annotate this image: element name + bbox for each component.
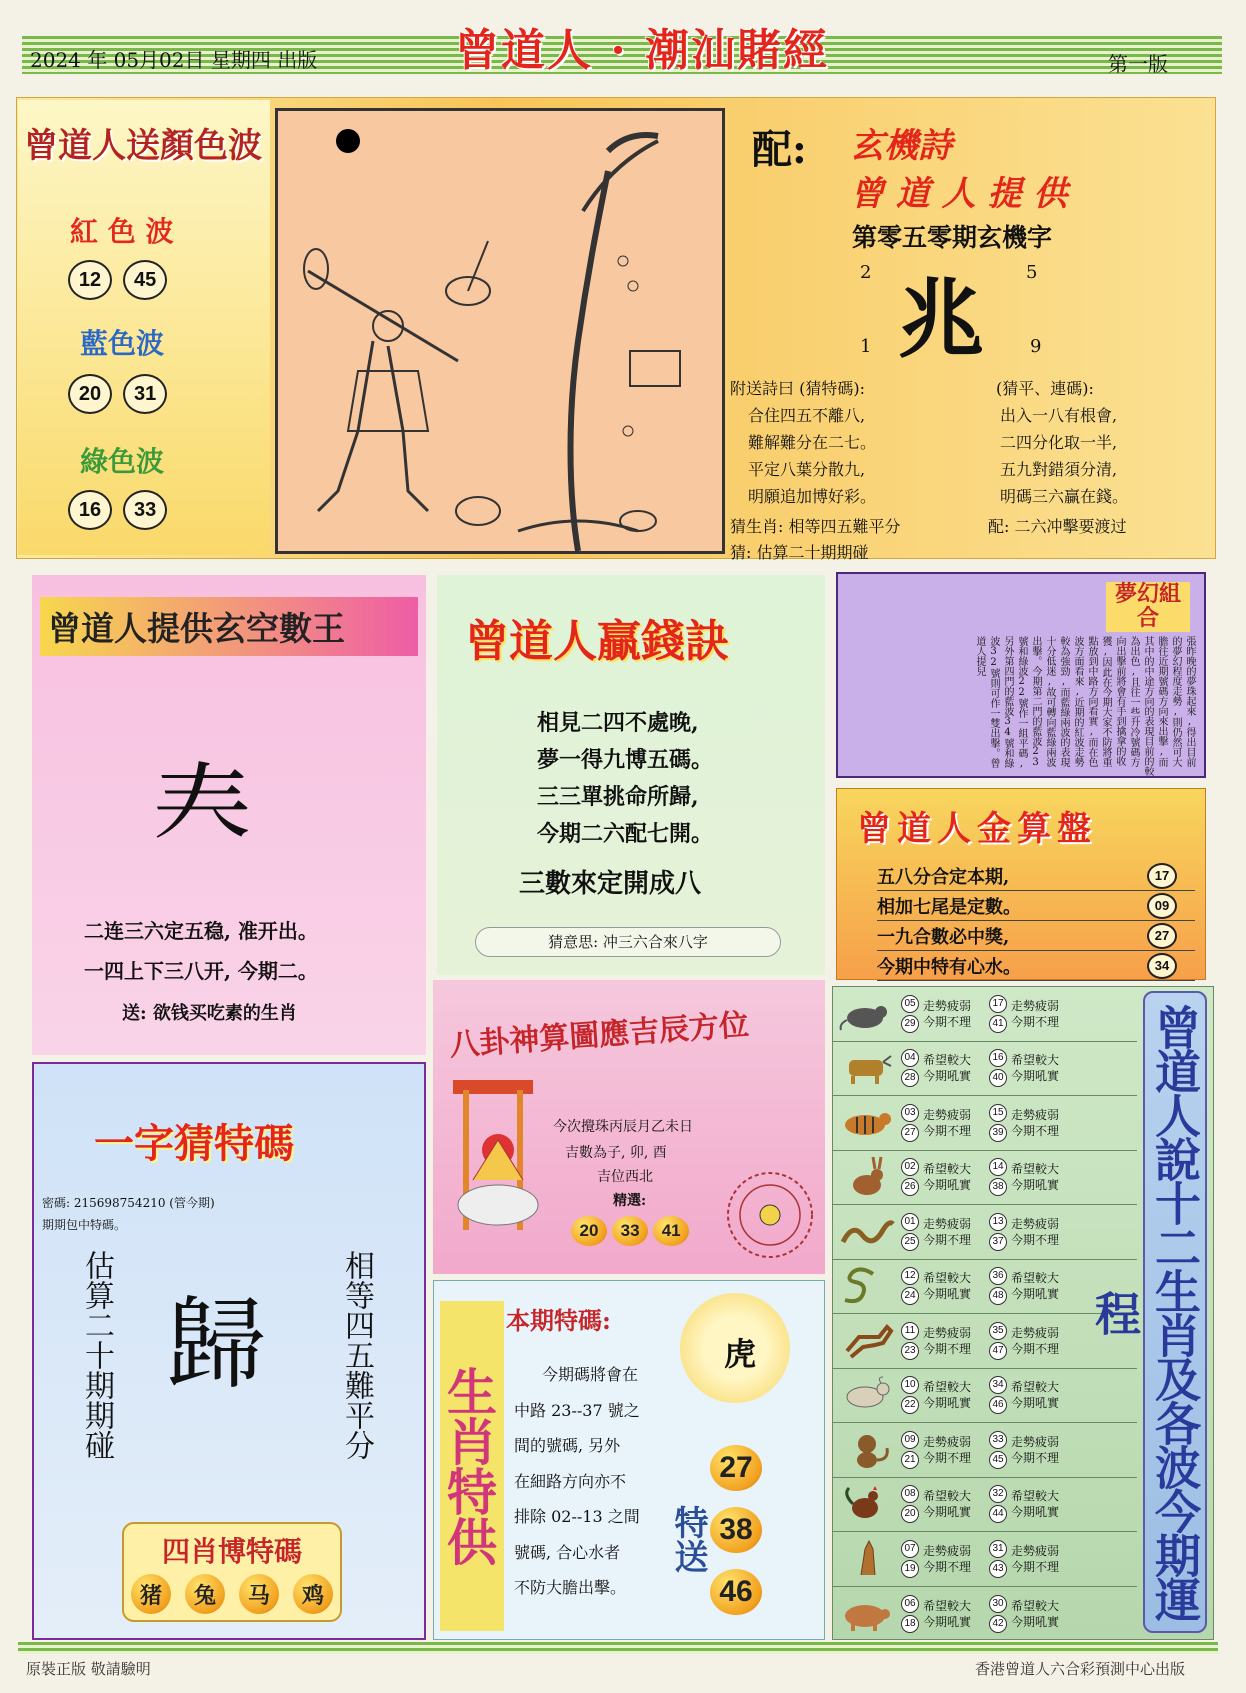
mystery-char: 兆 xyxy=(898,269,984,370)
zodiac-status: 今期不理 xyxy=(1011,1559,1060,1574)
zodiac-status: 今期不理 xyxy=(923,1450,972,1465)
zodiac-number: 29 xyxy=(901,1015,919,1033)
win-money-line: 相見二四不處晚, xyxy=(537,710,699,736)
red-wave-label: 紅 色 波 xyxy=(70,215,174,248)
zodiac-number: 04 xyxy=(901,1049,919,1067)
four-zodiac-item: 马 xyxy=(239,1574,279,1614)
abacus-number: 17 xyxy=(1147,863,1177,889)
one-char-right-vertical: 相等四五難平分 xyxy=(339,1250,374,1460)
zodiac-special-number: 46 xyxy=(710,1569,762,1615)
zodiac-number: 43 xyxy=(989,1560,1007,1578)
zodiac-status: 今期吼實 xyxy=(1011,1287,1060,1302)
xuankong-line-2: 一四上下三八开, 今期二。 xyxy=(84,959,318,983)
zodiac-number: 16 xyxy=(989,1049,1007,1067)
zodiac-number: 11 xyxy=(901,1322,919,1340)
zodiac-status: 希望較大 xyxy=(1011,1271,1060,1286)
zodiac-number: 48 xyxy=(989,1287,1007,1305)
zodiac-number: 15 xyxy=(989,1104,1007,1122)
zodiac-number: 19 xyxy=(901,1560,919,1578)
zodiac-status: 今期吼實 xyxy=(1011,1614,1060,1629)
zodiac-status: 今期吼實 xyxy=(923,1178,972,1193)
right-poem-line: 五九對錯須分清, xyxy=(1000,460,1118,479)
snake-icon xyxy=(839,1266,895,1306)
zodiac-special-line: 中路 23--37 號之 xyxy=(514,1400,640,1420)
left-poem-line: 明願追加博好彩。 xyxy=(748,487,877,506)
zodiac-status: 走勢疲弱 xyxy=(923,1107,972,1122)
zodiac-number: 38 xyxy=(989,1178,1007,1196)
zodiac-number: 44 xyxy=(989,1505,1007,1523)
win-money-line: 夢一得九博五碼。 xyxy=(537,747,714,773)
zodiac-status: 今期吼實 xyxy=(923,1505,972,1520)
rabbit-icon xyxy=(839,1157,895,1197)
footer-right: 香港曾道人六合彩預測中心出版 xyxy=(975,1660,1186,1678)
red-number-1: 12 xyxy=(68,260,112,300)
zodiac-special-vertical: 生肖特供 xyxy=(440,1301,504,1631)
left-poem-line: 平定八葉分散九, xyxy=(748,460,866,479)
zodiac-number: 12 xyxy=(901,1267,919,1285)
rat-icon xyxy=(839,994,895,1034)
win-money-hint: 猜意思: 冲三六合來八字 xyxy=(475,927,781,957)
monkey-icon xyxy=(839,1430,895,1470)
zodiac-status: 希望較大 xyxy=(923,1380,972,1395)
zodiac-status: 今期不理 xyxy=(1011,1341,1060,1356)
right-poem-line: 出入一八有根會, xyxy=(1000,406,1118,425)
abacus-panel xyxy=(836,788,1206,980)
rooster-icon xyxy=(839,1484,895,1524)
zodiac-special-panel xyxy=(433,1280,825,1640)
ox-icon xyxy=(839,1048,895,1088)
zodiac-row xyxy=(833,1205,1137,1260)
one-char-note-2: 期期包中特碼。 xyxy=(42,1218,127,1232)
zodiac-special-line: 今期碼將會在 xyxy=(542,1365,639,1384)
zodiac-row xyxy=(833,1369,1137,1424)
win-money-line: 今期二六配七開。 xyxy=(537,821,714,847)
zodiac-number: 45 xyxy=(989,1451,1007,1469)
zodiac-number: 22 xyxy=(901,1396,919,1414)
abacus-line: 一九合數必中獎, xyxy=(877,926,1010,948)
one-char-panel xyxy=(32,1062,426,1640)
red-number-2: 45 xyxy=(123,260,167,300)
win-money-panel xyxy=(437,575,825,975)
four-zodiac-item: 鸡 xyxy=(293,1574,333,1614)
zodiac-row xyxy=(833,1478,1137,1533)
dream-combo-text: 張昨晚的夢珠起來,得出目前的夢幻程度走勢,則仍然可大膽往近期號碼方向來出擊,而其中的中途方向的表現目前的較為出色,且往一些升冷號碼方向出擊前將會有手到擒拿的收獲,因此在今期大家不防將重點放到中路方向看實,而在色波方面看來,近期的紅波走勢較為強勁,而藍綠兩波的表現十分低迷,故可轉向藍綠兩波出擊。今期第二門的藍波23號和綠波22號作一組平碼,另外第四門的藍波34號和綠波32號則可作一雙出擊。曾道人提兒 xyxy=(974,636,1195,776)
zodiac-status: 今期吼實 xyxy=(923,1396,972,1411)
bagua-line-2: 吉數為子, 卯, 酉 xyxy=(565,1145,667,1161)
zodiac-number: 41 xyxy=(989,1015,1007,1033)
edition-label: 第一版 xyxy=(1108,52,1168,76)
bagua-wheel-icon xyxy=(725,1170,815,1260)
zodiac-row xyxy=(833,1423,1137,1478)
zodiac-status: 走勢疲弱 xyxy=(1011,1434,1060,1449)
n-top-right: 5 xyxy=(1026,262,1038,283)
dragon-icon xyxy=(839,1212,895,1252)
zodiac-number: 02 xyxy=(901,1158,919,1176)
blue-number-1: 20 xyxy=(68,374,112,414)
zodiac-status: 希望較大 xyxy=(923,1053,972,1068)
zodiac-number: 28 xyxy=(901,1069,919,1087)
left-poem-line: 合住四五不離八, xyxy=(748,406,866,425)
blue-number-2: 31 xyxy=(123,374,167,414)
zodiac-special-line: 不防大膽出擊。 xyxy=(514,1578,627,1597)
zodiac-number: 40 xyxy=(989,1069,1007,1087)
zodiac-status: 希望較大 xyxy=(1011,1598,1060,1613)
dog-icon xyxy=(839,1539,895,1579)
zodiac-number: 42 xyxy=(989,1615,1007,1633)
zodiac-status: 走勢疲弱 xyxy=(923,1434,972,1449)
zodiac-special-line: 排除 02--13 之間 xyxy=(514,1507,640,1526)
right-poem-line: 二四分化取一半, xyxy=(1000,433,1118,452)
zodiac-status: 今期不理 xyxy=(923,1559,972,1574)
pei-label: 配: xyxy=(752,126,807,173)
footer-bar xyxy=(18,1642,1218,1654)
abacus-line: 相加七尾是定數。 xyxy=(877,896,1021,918)
zodiac-special-send: 特送 xyxy=(668,1505,708,1573)
xuankong-title: 曾道人提供玄空數王 xyxy=(40,597,418,656)
zodiac-status: 希望較大 xyxy=(1011,1489,1060,1504)
zodiac-number: 23 xyxy=(901,1342,919,1360)
zodiac-status: 走勢疲弱 xyxy=(923,1325,972,1340)
zodiac-status: 今期吼實 xyxy=(923,1287,972,1302)
zodiac-status: 今期不理 xyxy=(1011,1232,1060,1247)
zodiac-status: 走勢疲弱 xyxy=(923,1216,972,1231)
zodiac-number: 46 xyxy=(989,1396,1007,1414)
zodiac-number: 13 xyxy=(989,1213,1007,1231)
zodiac-number: 32 xyxy=(989,1485,1007,1503)
zodiac-status: 今期不理 xyxy=(1011,1450,1060,1465)
page-title: 曾道人 · 潮汕賭經 xyxy=(455,25,829,76)
zodiac-status: 今期不理 xyxy=(923,1341,972,1356)
warrior-horse-illustration xyxy=(443,1070,553,1250)
zodiac-special-line: 號碼, 合心水者 xyxy=(514,1542,621,1562)
bagua-panel xyxy=(433,980,825,1274)
abacus-number: 27 xyxy=(1147,923,1177,949)
footer-left: 原裝正版 敬請驗明 xyxy=(26,1660,151,1678)
tiger-icon xyxy=(839,1103,895,1143)
zodiac-status: 希望較大 xyxy=(923,1271,972,1286)
zodiac-number: 47 xyxy=(989,1342,1007,1360)
one-char-left-vertical: 估算二十期期碰 xyxy=(79,1250,114,1460)
one-char-main: 歸 xyxy=(166,1286,266,1403)
zodiac-number: 08 xyxy=(901,1485,919,1503)
zodiac-status: 今期不理 xyxy=(1011,1014,1060,1029)
zodiac-status: 希望較大 xyxy=(923,1162,972,1177)
zodiac-status: 希望較大 xyxy=(923,1489,972,1504)
zodiac-status: 今期吼實 xyxy=(1011,1505,1060,1520)
zodiac-special-animal: 虎 xyxy=(724,1335,757,1373)
left-heading: 附送詩曰 (猜特碼): xyxy=(730,379,865,398)
zodiac-number: 20 xyxy=(901,1505,919,1523)
zodiac-status: 走勢疲弱 xyxy=(923,1543,972,1558)
goat-icon xyxy=(839,1375,895,1415)
win-money-line: 三三單挑命所歸, xyxy=(537,784,699,810)
abacus-line: 五八分合定本期, xyxy=(877,866,1010,888)
zodiac-status: 今期不理 xyxy=(923,1014,972,1029)
xuankong-panel xyxy=(32,575,426,1055)
zodiac-special-number: 27 xyxy=(710,1445,762,1491)
zodiac-status: 今期吼實 xyxy=(1011,1069,1060,1084)
zodiac-number: 34 xyxy=(989,1376,1007,1394)
zodiac-number: 25 xyxy=(901,1233,919,1251)
bagua-line-4: 精選: xyxy=(613,1193,647,1209)
bagua-number: 20 xyxy=(571,1216,607,1246)
zodiac-number: 30 xyxy=(989,1595,1007,1613)
horse-icon xyxy=(839,1321,895,1361)
zodiac-number: 37 xyxy=(989,1233,1007,1251)
four-zodiac-item: 兔 xyxy=(185,1574,225,1614)
zodiac-status: 走勢疲弱 xyxy=(1011,998,1060,1013)
zodiac-status: 走勢疲弱 xyxy=(923,998,972,1013)
zodiac-special-line: 間的號碼, 另外 xyxy=(514,1436,621,1455)
zodiac-number: 07 xyxy=(901,1540,919,1558)
four-zodiac-title: 四肖博特碼 xyxy=(161,1535,302,1568)
zodiac-number: 36 xyxy=(989,1267,1007,1285)
zodiac-status: 今期吼實 xyxy=(923,1069,972,1084)
zodiac-number: 03 xyxy=(901,1104,919,1122)
zodiac-status: 今期吼實 xyxy=(1011,1178,1060,1193)
zodiac-number: 35 xyxy=(989,1322,1007,1340)
zodiac-row xyxy=(833,1151,1137,1206)
zodiac-status: 希望較大 xyxy=(923,1598,972,1613)
abacus-line: 今期中特有心水。 xyxy=(877,956,1021,978)
zodiac-number: 33 xyxy=(989,1431,1007,1449)
zodiac-status: 走勢疲弱 xyxy=(1011,1216,1060,1231)
mystery-poem-panel xyxy=(730,100,1214,562)
zodiac-number: 14 xyxy=(989,1158,1007,1176)
dream-combo-panel xyxy=(836,572,1206,778)
zodiac-row xyxy=(833,1096,1137,1151)
header-date: 2024 年 05月02日 星期四 出版 xyxy=(30,48,318,72)
twelve-zodiac-panel xyxy=(832,986,1214,1640)
abacus-number: 09 xyxy=(1147,893,1177,919)
twelve-zodiac-vertical-title: 曾道人說十二生肖及各波今期運程 xyxy=(1143,991,1207,1633)
zodiac-status: 今期吼實 xyxy=(923,1614,972,1629)
left-poem-line: 難解難分在二七。 xyxy=(748,433,877,452)
zodiac-status: 今期不理 xyxy=(923,1232,972,1247)
green-number-1: 16 xyxy=(68,490,112,530)
right-heading: (猜平、連碼): xyxy=(996,379,1094,398)
zodiac-number: 06 xyxy=(901,1595,919,1613)
bagua-line-3: 吉位西北 xyxy=(597,1169,653,1185)
win-money-line-5: 三數來定開成八 xyxy=(519,869,702,899)
n-top-left: 2 xyxy=(860,262,872,283)
bagua-number: 33 xyxy=(612,1216,648,1246)
guess-line: 猜: 估算二十期期碰 xyxy=(730,543,869,562)
abacus-title: 曾道人金算盤 xyxy=(857,809,1097,849)
four-zodiac-box xyxy=(122,1522,342,1622)
guess-zodiac-line: 猜生肖: 相等四五難平分 xyxy=(730,517,901,536)
dream-combo-title: 夢幻組合 xyxy=(1106,582,1190,632)
zodiac-number: 24 xyxy=(901,1287,919,1305)
right-poem-line: 明碼三六贏在錢。 xyxy=(1000,487,1129,506)
one-char-title: 一字猜特碼 xyxy=(94,1120,294,1167)
period-label: 第零五零期玄機字 xyxy=(852,223,1053,252)
zodiac-row xyxy=(833,1532,1137,1587)
zodiac-status: 希望較大 xyxy=(1011,1380,1060,1395)
bagua-title: 八卦神算圖應吉辰方位 xyxy=(448,1007,751,1064)
zodiac-row xyxy=(833,987,1137,1042)
zodiac-number: 01 xyxy=(901,1213,919,1231)
man-with-net-illustration xyxy=(278,111,722,551)
four-zodiac-item: 猪 xyxy=(131,1574,171,1614)
n-bottom-left: 1 xyxy=(860,336,872,357)
zodiac-status: 希望較大 xyxy=(1011,1162,1060,1177)
zodiac-special-number: 38 xyxy=(710,1507,762,1553)
zodiac-status: 走勢疲弱 xyxy=(1011,1325,1060,1340)
zodiac-number: 18 xyxy=(901,1615,919,1633)
illustration-panel xyxy=(275,108,725,554)
zodiac-number: 21 xyxy=(901,1451,919,1469)
xuankong-line-3: 送: 欲钱买吃素的生肖 xyxy=(122,1003,297,1024)
zodiac-number: 10 xyxy=(901,1376,919,1394)
color-wave-panel xyxy=(18,100,270,555)
zodiac-number: 26 xyxy=(901,1178,919,1196)
zodiac-status: 走勢疲弱 xyxy=(1011,1107,1060,1122)
win-money-title: 曾道人贏錢訣 xyxy=(465,616,729,667)
blue-wave-label: 藍色波 xyxy=(80,327,165,360)
n-bottom-right: 9 xyxy=(1030,336,1042,357)
pig-icon xyxy=(839,1594,895,1634)
green-number-2: 33 xyxy=(123,490,167,530)
xuankong-line-1: 二连三六定五稳, 准开出。 xyxy=(84,919,318,943)
zodiac-number: 39 xyxy=(989,1124,1007,1142)
zodiac-row xyxy=(833,1587,1137,1642)
abacus-number: 34 xyxy=(1147,953,1177,979)
zodiac-number: 05 xyxy=(901,995,919,1013)
pei-right-line: 配: 二六冲擊要渡过 xyxy=(988,517,1127,536)
zodiac-special-title: 本期特碼: xyxy=(506,1306,611,1335)
mystery-poem-title: 玄機詩 xyxy=(850,126,952,166)
xuankong-symbol: 𡗗 xyxy=(152,747,252,864)
zodiac-status: 今期吼實 xyxy=(1011,1396,1060,1411)
color-wave-title: 曾道人送顏色波 xyxy=(24,126,262,166)
bagua-line-1: 今次攪珠丙辰月乙未日 xyxy=(553,1119,693,1135)
zodiac-status: 希望較大 xyxy=(1011,1053,1060,1068)
zodiac-status: 走勢疲弱 xyxy=(1011,1543,1060,1558)
bagua-number: 41 xyxy=(653,1216,689,1246)
zodiac-number: 17 xyxy=(989,995,1007,1013)
zodiac-status: 今期不理 xyxy=(923,1123,972,1138)
zodiac-number: 09 xyxy=(901,1431,919,1449)
zodiac-special-line: 在細路方向亦不 xyxy=(514,1471,627,1491)
green-wave-label: 綠色波 xyxy=(80,445,165,478)
provider-label: 曾 道 人 提 供 xyxy=(850,174,1068,214)
zodiac-number: 31 xyxy=(989,1540,1007,1558)
zodiac-row xyxy=(833,1042,1137,1097)
one-char-note-1: 密碼: 215698754210 (管今期) xyxy=(42,1196,215,1210)
zodiac-number: 27 xyxy=(901,1124,919,1142)
zodiac-status: 今期不理 xyxy=(1011,1123,1060,1138)
